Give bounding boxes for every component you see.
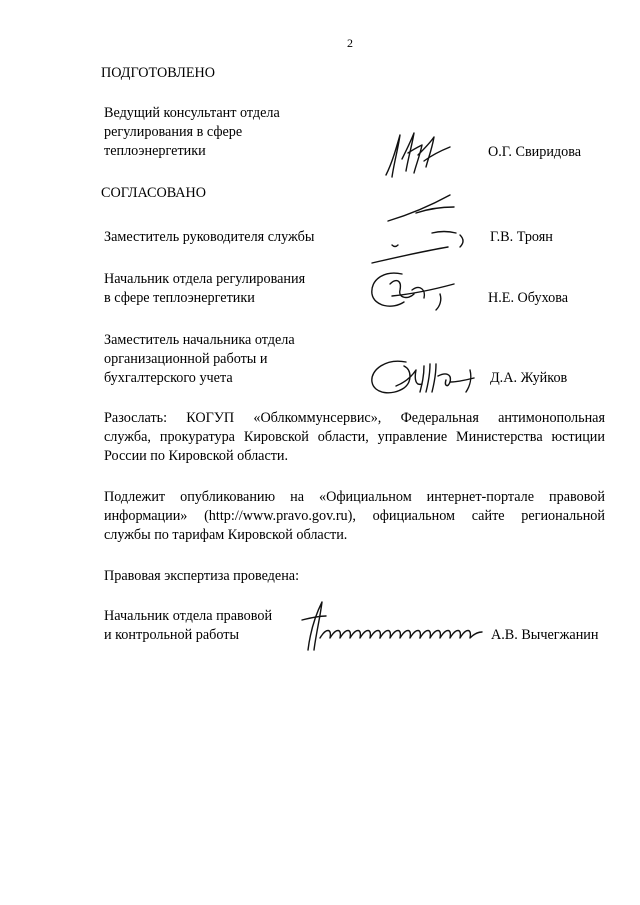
distribution-line: Разослать: КОГУП «Облкоммунсервис», Федеральная антимонопольная <box>104 410 605 426</box>
approved-heading: СОГЛАСОВАНО <box>101 185 207 201</box>
signer-2-name: Н.Е. Обухова <box>488 290 569 306</box>
signer-1-position <box>104 228 314 247</box>
signer-3-position <box>104 331 295 388</box>
signer-2-position <box>104 270 305 308</box>
legal-review-position-line: и контрольной работы <box>104 627 239 643</box>
legal-review-position <box>104 607 272 645</box>
signature-troyan <box>368 185 478 265</box>
signer-position-line: Заместитель руководителя службы <box>104 229 315 245</box>
distribution-paragraph <box>104 409 605 466</box>
prepared-heading: ПОДГОТОВЛЕНО <box>101 65 215 81</box>
prepared-position-line: теплоэнергетики <box>104 143 206 159</box>
signer-position-line: в сфере теплоэнергетики <box>104 290 255 306</box>
prepared-position <box>104 104 280 161</box>
signer-position-line: Заместитель начальника отдела <box>104 332 295 348</box>
signer-3-name: Д.А. Жуйков <box>490 370 568 386</box>
signature-zhuikov <box>366 352 486 402</box>
signature-obukhova <box>362 266 462 316</box>
signer-1-name: Г.В. Троян <box>490 229 553 245</box>
legal-review-position-line: Начальник отдела правовой <box>104 608 273 624</box>
signature-sviridova <box>378 125 458 185</box>
prepared-name: О.Г. Свиридова <box>488 144 582 160</box>
distribution-line: России по Кировской области. <box>104 448 289 464</box>
signer-position-line: организационной работы и <box>104 351 268 367</box>
publication-line: службы по тарифам Кировской области. <box>104 527 348 543</box>
legal-review-statement: Правовая экспертиза проведена: <box>104 568 300 584</box>
prepared-position-line: Ведущий консультант отдела <box>104 105 280 121</box>
prepared-position-line: регулирования в сфере <box>104 124 243 140</box>
legal-review-name: А.В. Вычегжанин <box>491 627 599 643</box>
signature-vychegzhanin <box>296 598 486 654</box>
publication-paragraph <box>104 488 605 545</box>
signer-position-line: Начальник отдела регулирования <box>104 271 306 287</box>
distribution-line: служба, прокуратура Кировской области, управление Министерства юстиции <box>104 429 605 445</box>
page-number: 2 <box>347 36 353 50</box>
signer-position-line: бухгалтерского учета <box>104 370 233 386</box>
publication-line: информации» (http://www.pravo.gov.ru), официальном сайте региональной <box>104 508 605 524</box>
publication-line: Подлежит опубликованию на «Официальном интернет-портале правовой <box>104 489 605 505</box>
